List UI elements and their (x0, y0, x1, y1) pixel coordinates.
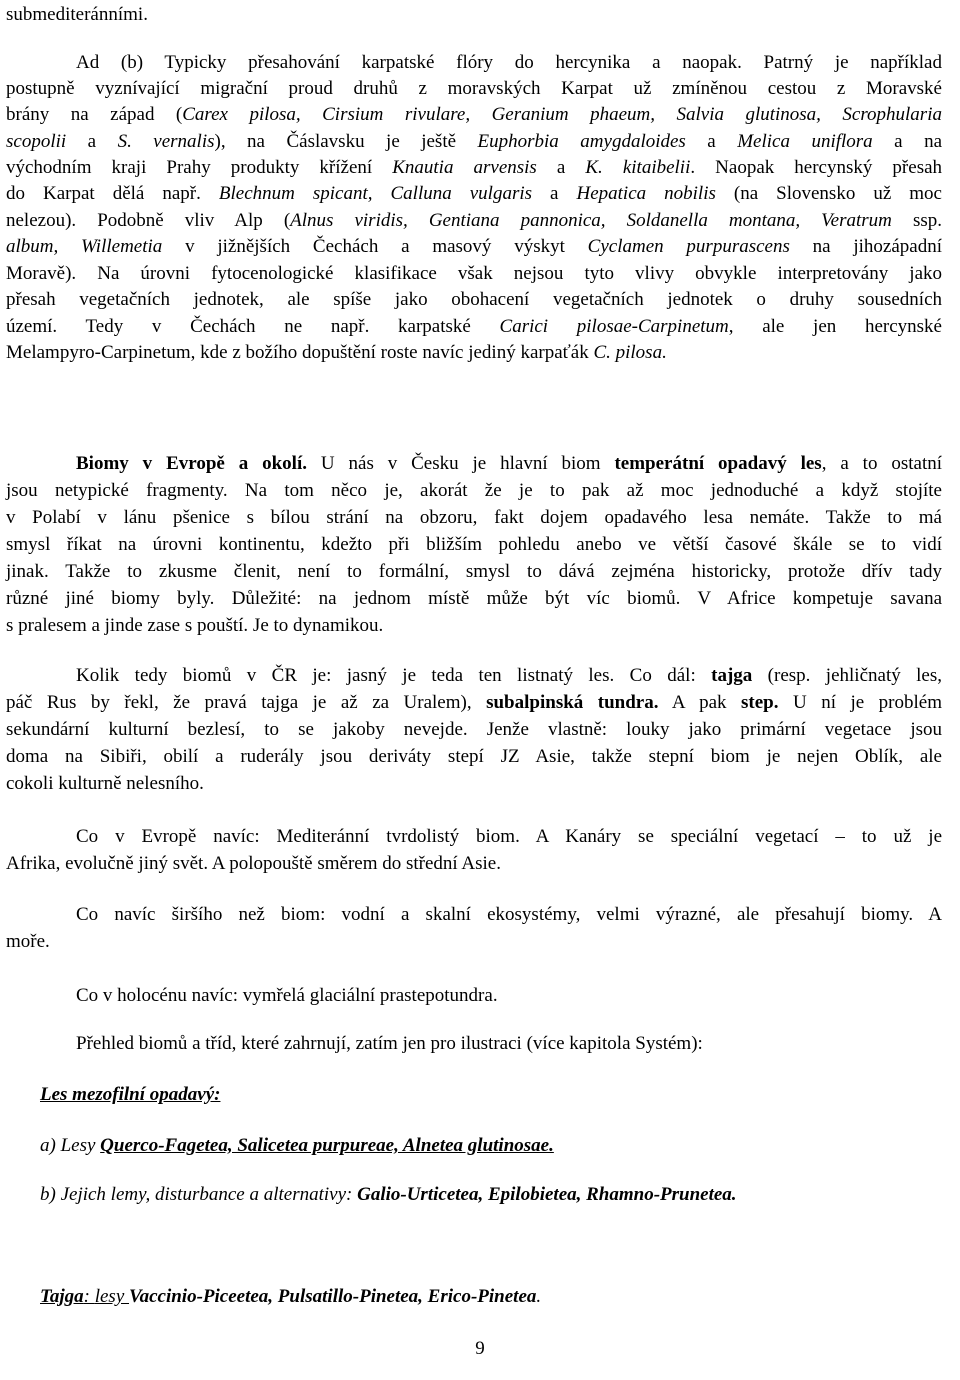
text-line: doma na Sibiři, obilí a ruderály jsou deriváty stepí JZ Asie, takže stepní biom je nejen Oblík, ale (6, 746, 942, 767)
page-number: 9 (475, 1338, 485, 1359)
section-title: Biomy v Evropě a okolí. (76, 453, 307, 474)
text-line: submediteránními. (6, 4, 148, 25)
text-line: smysl říkat na úrovni kontinentu, kdežto při bližším pohledu anebo ve větší časové škále se to vidí (6, 534, 942, 555)
class-names: Galio-Urticetea, Epilobietea, Rhamno-Prunetea. (357, 1184, 737, 1205)
text-line: jinak. Takže to zkusme členit, není to formální, smysl to dává zejména historicky, protože dřív tady (6, 561, 942, 582)
text-line: nelezou). Podobně vliv Alp (Alnus viridis, Gentiana pannonica, Soldanella montana, Veratrum ssp. (6, 210, 942, 231)
biome-heading: Tajga: lesy Vaccinio-Piceetea, Pulsatillo-Pinetea, Erico-Pinetea. (40, 1286, 542, 1307)
class-names: Vaccinio-Piceetea, Pulsatillo-Pinetea, Erico-Pinetea (129, 1286, 537, 1307)
text-line: Moravě). Na úrovni fytocenologické klasifikace však nejsou tyto vlivy obvykle interpretovány jako (6, 263, 942, 284)
text-line: Melampyro-Carpinetum, kde z božího dopuštění roste navíc jediný karpaťák C. pilosa. (6, 342, 667, 363)
text-line: brány na západ (Carex pilosa, Cirsium rivulare, Geranium phaeum, Salvia glutinosa, Scrophularia (6, 104, 942, 125)
text-line: území. Tedy v Čechách ne např. karpatské Carici pilosae-Carpinetum, ale jen hercynské (6, 316, 942, 337)
text-line: páč Rus by řekl, že pravá tajga je až za Uralem), subalpinská tundra. A pak step. U ní je problém (6, 692, 942, 713)
text-line: Ad (b) Typicky přesahování karpatské flóry do hercynika a naopak. Patrný je například (76, 52, 942, 73)
text-line: Kolik tedy biomů v ČR je: jasný je teda ten listnatý les. Co dál: tajga (resp. jehličnatý les, (76, 665, 942, 686)
text-line: Afrika, evolučně jiný svět. A polopouště směrem do střední Asie. (6, 853, 501, 874)
text-line: přesah vegetačních jednotek, ale spíše jako obohacení vegetačních jednotek o druhy sousedních (6, 289, 942, 310)
text-line: cokoli kulturně nelesního. (6, 773, 204, 794)
text-line: album, Willemetia v jižnějších Čechách a masový výskyt Cyclamen purpurascens na jihozápadní (6, 236, 942, 257)
biome-heading: Les mezofilní opadavý: (40, 1084, 221, 1105)
text-line: sekundární kulturní bezlesí, to se jakoby nevejde. Jenže vlastně: louky jako primární vegetace jsou (6, 719, 942, 740)
text-line: Co v holocénu navíc: vymřelá glaciální prastepotundra. (76, 985, 498, 1006)
text-line: do Karpat dělá např. Blechnum spicant, Calluna vulgaris a Hepatica nobilis (na Slovensko už moc (6, 183, 942, 204)
biome-item: b) Jejich lemy, disturbance a alternativy: Galio-Urticetea, Epilobietea, Rhamno-Prunetea. (40, 1184, 737, 1205)
text-line: jsou netypické fragmenty. Na tom něco je, akorát že je to pak až moc jednoduché a když stojíte (6, 480, 942, 501)
text-line: postupně vyznívající migrační proud druhů z moravských Karpat už zmíněnou cestou z Moravské (6, 78, 942, 99)
text-line: Biomy v Evropě a okolí. U nás v Česku je hlavní biom temperátní opadavý les, a to ostatní (76, 453, 943, 474)
text-line: moře. (6, 931, 50, 952)
text-line: s pralesem a jinde zase s pouští. Je to dynamikou. (6, 615, 384, 636)
text-line: Co navíc širšího než biom: vodní a skalní ekosystémy, velmi výrazné, ale přesahují biomy. A (76, 904, 942, 925)
text-line: v Polabí v lánu pšenice s bílou strání na obzoru, fakt dojem opadavého lesa nemáte. Takže to má (6, 507, 942, 528)
text-line: Přehled biomů a tříd, které zahrnují, zatím jen pro ilustraci (více kapitola Systém): (76, 1033, 703, 1054)
text-line: východním kraji Prahy produkty křížení Knautia arvensis a K. kitaibelii. Naopak hercynský přesah (6, 157, 943, 178)
biome-item: a) Lesy Querco-Fagetea, Salicetea purpureae, Alnetea glutinosae. (40, 1135, 554, 1156)
text-line: scopolii a S. vernalis), na Čáslavsku je ještě Euphorbia amygdaloides a Melica uniflora a na (6, 131, 943, 152)
class-names: Querco-Fagetea, Salicetea purpureae, Alnetea glutinosae. (100, 1135, 554, 1156)
text-line: Co v Evropě navíc: Mediteránní tvrdolistý biom. A Kanáry se speciální vegetací – to už je (76, 826, 942, 847)
text-line: různé jiné biomy byly. Důležité: na jednom místě může být víc biomů. V Africe kompetuje savana (6, 588, 942, 609)
species-names: Carex pilosa, Cirsium rivulare, Geranium phaeum, Salvia glutinosa, Scrophularia (182, 104, 942, 125)
